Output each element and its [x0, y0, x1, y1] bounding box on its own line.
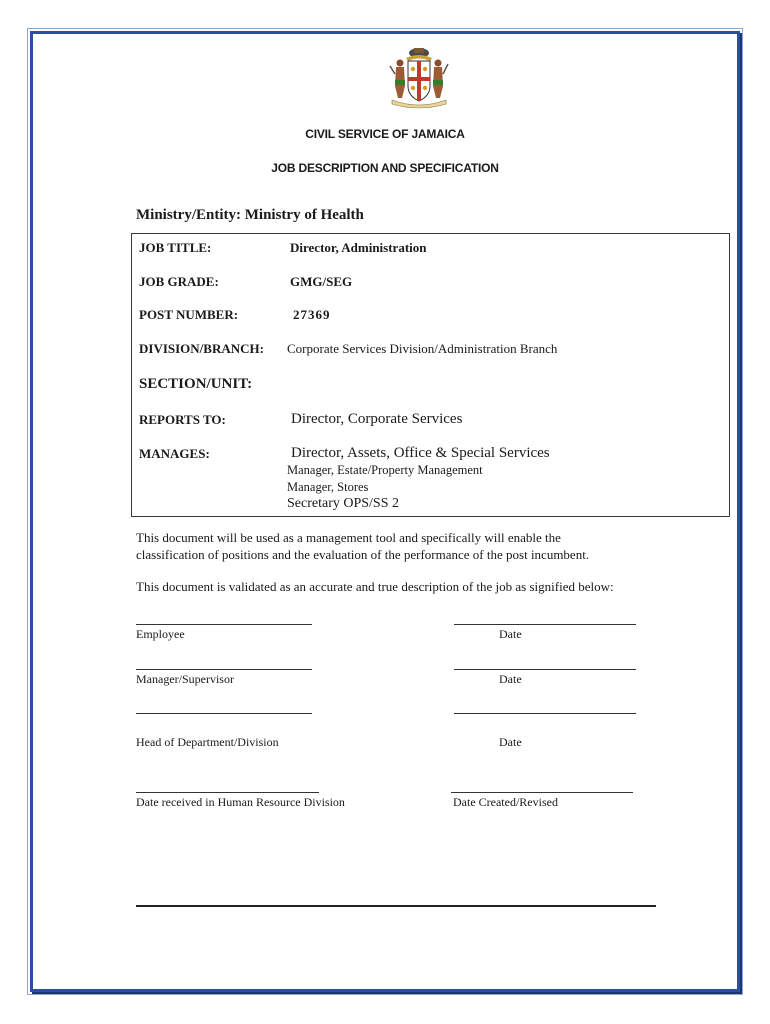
date-received-label: Date received in Human Resource Division — [136, 795, 345, 809]
manager-date-line[interactable] — [454, 669, 636, 670]
job-grade-value: GMG/SEG — [290, 274, 353, 289]
head-label: Head of Department/Division — [136, 735, 279, 749]
date-label: Date — [499, 627, 522, 641]
post-number-value: 27369 — [293, 307, 331, 322]
manages-label: MANAGES: — [139, 446, 210, 461]
date-received-line[interactable] — [136, 792, 319, 793]
usage-statement-line: This document will be used as a management tool and specifically will enable the — [136, 530, 561, 545]
division-label: DIVISION/BRANCH: — [139, 341, 264, 356]
date-created-line[interactable] — [451, 792, 633, 793]
reports-to-label: REPORTS TO: — [139, 412, 226, 427]
date-label: Date — [499, 672, 522, 686]
job-grade-label: JOB GRADE: — [139, 274, 219, 289]
division-value: Corporate Services Division/Administration Branch — [287, 341, 558, 356]
employee-label: Employee — [136, 627, 185, 641]
job-title-value: Director, Administration — [290, 240, 427, 255]
manager-signature-line[interactable] — [136, 669, 312, 670]
manages-item: Manager, Estate/Property Management — [287, 463, 483, 477]
date-created-label: Date Created/Revised — [453, 795, 558, 809]
organization-title: CIVIL SERVICE OF JAMAICA — [305, 127, 465, 141]
head-signature-line[interactable] — [136, 713, 312, 714]
post-number-label: POST NUMBER: — [139, 307, 239, 322]
job-title-label: JOB TITLE: — [139, 240, 212, 255]
document-title: JOB DESCRIPTION AND SPECIFICATION — [271, 161, 499, 175]
head-date-line[interactable] — [454, 713, 636, 714]
reports-to-value: Director, Corporate Services — [291, 411, 463, 427]
employee-date-line[interactable] — [454, 624, 636, 625]
usage-statement — [136, 529, 696, 563]
ministry-heading: Ministry/Entity: Ministry of Health — [136, 207, 364, 223]
manages-item: Manager, Stores — [287, 480, 369, 494]
date-label: Date — [499, 735, 522, 749]
usage-statement-line: classification of positions and the evaluation of the performance of the post incumbent. — [136, 547, 590, 562]
jamaica-coat-of-arms-icon — [384, 46, 454, 110]
manager-label: Manager/Supervisor — [136, 672, 234, 686]
section-label: SECTION/UNIT: — [139, 376, 253, 392]
employee-signature-line[interactable] — [136, 624, 312, 625]
manages-item: Director, Assets, Office & Special Services — [291, 445, 550, 461]
manages-item: Secretary OPS/SS 2 — [287, 496, 399, 511]
bottom-rule — [136, 905, 656, 907]
validation-statement: This document is validated as an accurate and true description of the job as signified below: — [136, 579, 614, 594]
